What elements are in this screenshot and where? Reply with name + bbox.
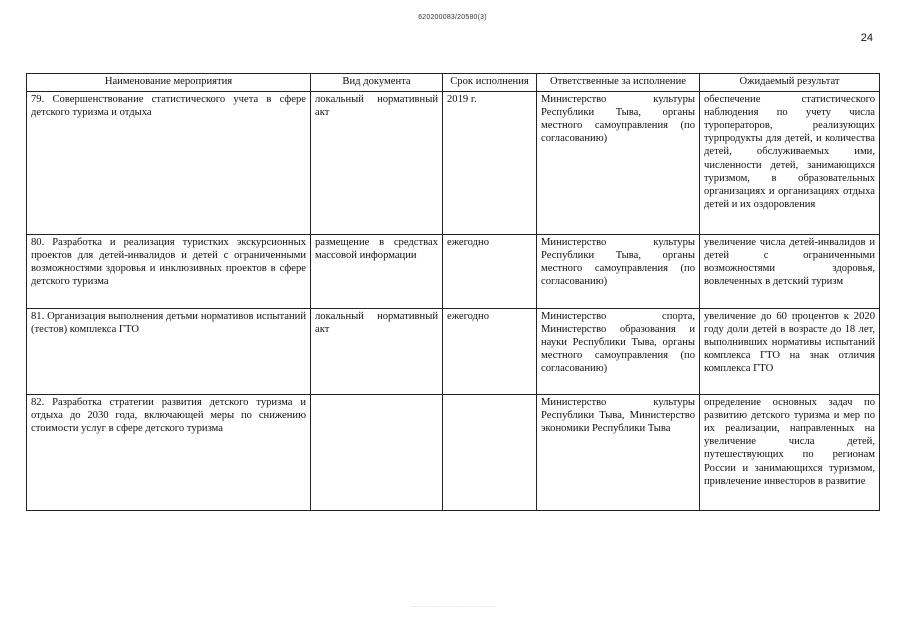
column-header-measure: Наименование мероприятия <box>27 74 311 92</box>
cell-result: увеличение числа детей-инвалидов и детей с ограниченными возможностями здоровья, вовлеченных в детский туризм <box>700 234 880 308</box>
document-code: 620200083/20580(3) <box>418 14 487 21</box>
cell-measure: 80. Разработка и реализация туристких экскурсионных проектов для детей-инвалидов и детей с ограниченными возможностями здоровья и инклюзивных проектов в сфере детского туризма <box>27 234 311 308</box>
cell-doc-type: локальный нормативный акт <box>311 91 443 234</box>
table-header-row <box>27 74 880 92</box>
table-row <box>27 308 880 394</box>
cell-deadline: ежегодно <box>443 308 537 394</box>
cell-deadline: 2019 г. <box>443 91 537 234</box>
column-header-responsible: Ответственные за исполнение <box>537 74 700 92</box>
cell-deadline <box>443 394 537 510</box>
cell-measure: 79. Совершенствование статистического учета в сфере детского туризма и отдыха <box>27 91 311 234</box>
page-number: 24 <box>860 32 873 44</box>
measures-table <box>26 73 880 511</box>
cell-responsible: Министерство культуры Республики Тыва, органы местного самоуправления (по согласованию) <box>537 234 700 308</box>
cell-responsible: Министерство культуры Республики Тыва, Министерство экономики Республики Тыва <box>537 394 700 510</box>
cell-doc-type: локальный нормативный акт <box>311 308 443 394</box>
column-header-deadline: Срок исполнения <box>443 74 537 92</box>
cell-responsible: Министерство культуры Республики Тыва, органы местного самоуправления (по согласованию) <box>537 91 700 234</box>
cell-result: обеспечение статистического наблюдения по учету числа туроператоров, реализующих турпродукты для детей, и количества детей, обслуживаемых ими, численности детей, занимающихся туризмом, в образовательных организациях и организациях отдыха детей и их оздоровления <box>700 91 880 234</box>
table-row <box>27 394 880 510</box>
cell-doc-type: размещение в средствах массовой информации <box>311 234 443 308</box>
cell-doc-type <box>311 394 443 510</box>
cell-result: увеличение до 60 процентов к 2020 году доли детей в возрасте до 18 лет, выполнивших нормативы испытаний комплекса ГТО на знак отличия комплекса ГТО <box>700 308 880 394</box>
table-row <box>27 91 880 234</box>
table-row <box>27 234 880 308</box>
cell-responsible: Министерство спорта, Министерство образования и науки Республики Тыва, органы местного самоуправления (по согласованию) <box>537 308 700 394</box>
cell-measure: 81. Организация выполнения детьми нормативов испытаний (тестов) комплекса ГТО <box>27 308 311 394</box>
column-header-result: Ожидаемый результат <box>700 74 880 92</box>
cell-deadline: ежегодно <box>443 234 537 308</box>
cell-measure: 82. Разработка стратегии развития детского туризма и отдыха до 2030 года, включающей меры по снижению стоимости услуг в сфере детского туризма <box>27 394 311 510</box>
footer-mark: ........................................................ <box>410 603 495 609</box>
column-header-doc-type: Вид документа <box>311 74 443 92</box>
cell-result: определение основных задач по развитию детского туризма и мер по их реализации, направленных на увеличение числа детей, путешествующих по регионам России и занимающихся туризмом, привлечение инвесторов в развитие <box>700 394 880 510</box>
